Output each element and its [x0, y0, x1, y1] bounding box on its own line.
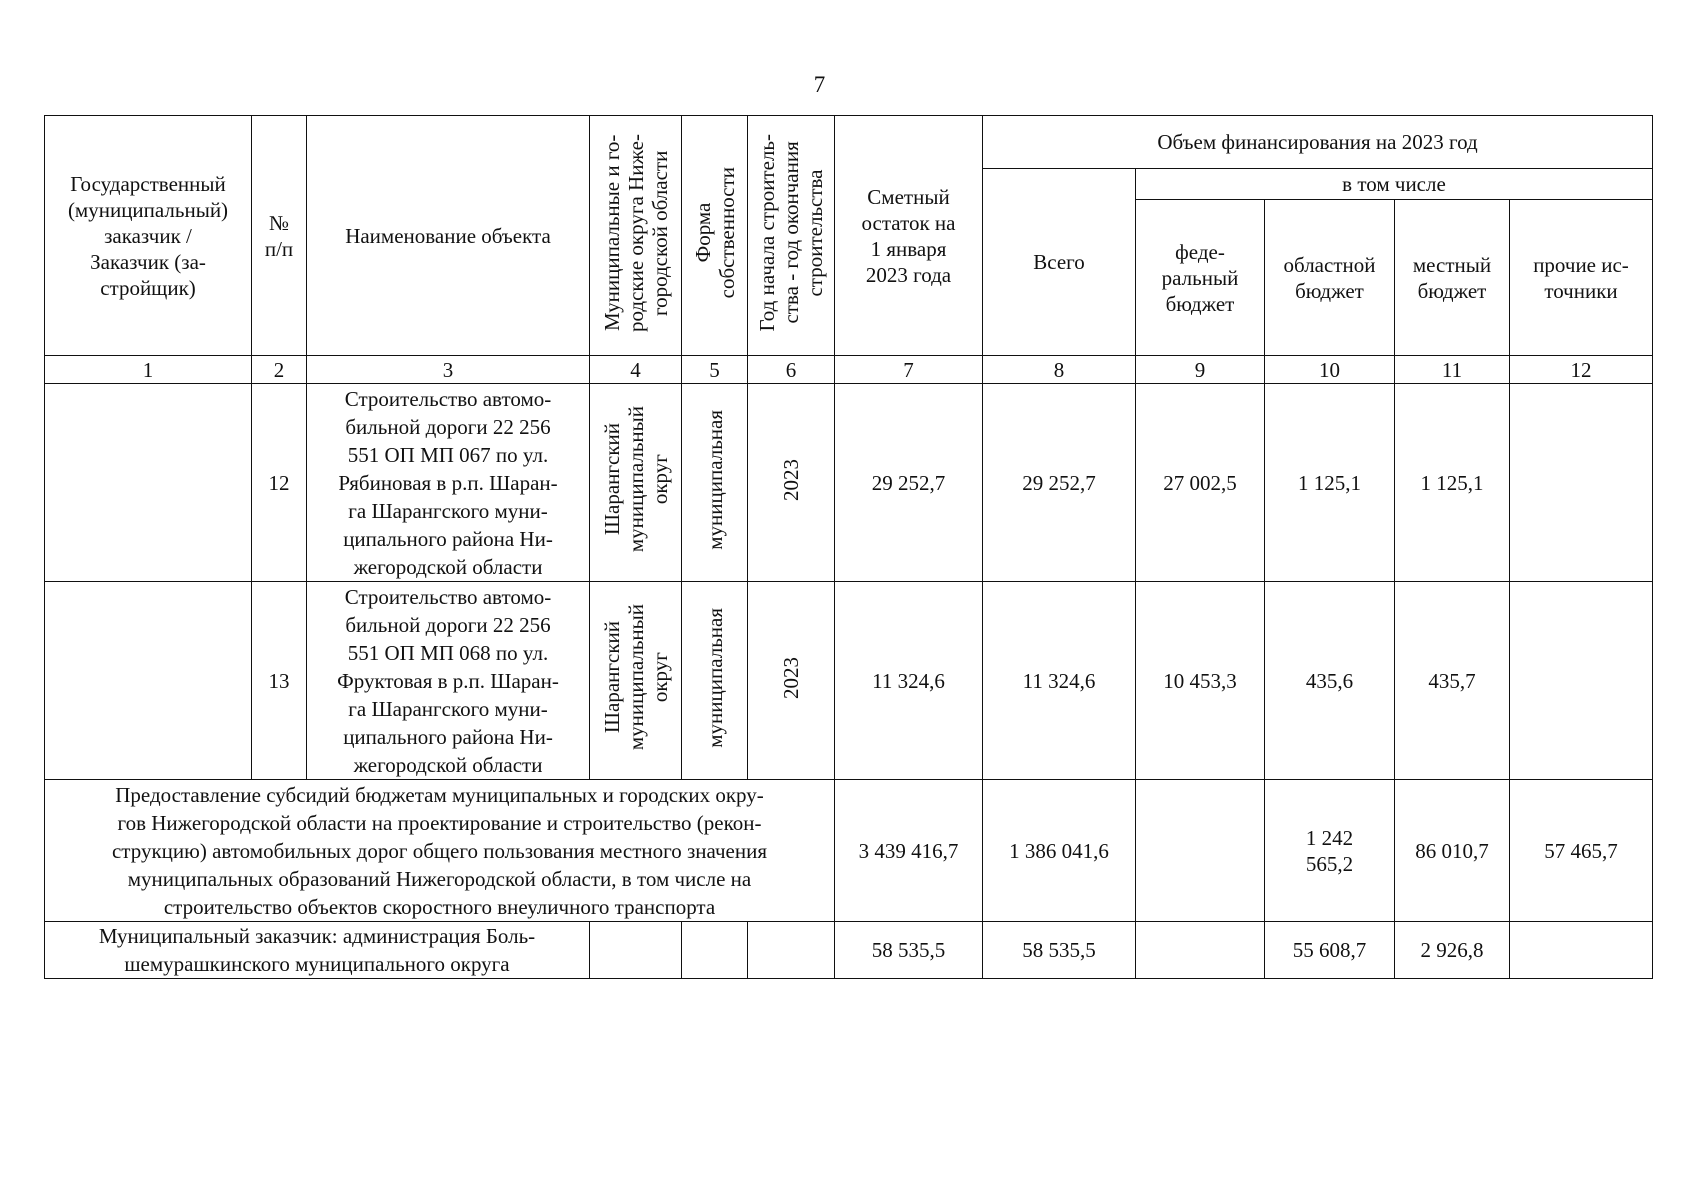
- row-number: 13: [252, 582, 307, 780]
- column-numbers-row: [45, 356, 1653, 384]
- local-value: 86 010,7: [1395, 780, 1510, 922]
- column-number: 8: [983, 356, 1136, 384]
- ownership-cell: [682, 384, 748, 582]
- financing-table: [44, 115, 1653, 979]
- header-ownership: [682, 116, 748, 356]
- year-text: 2023: [779, 656, 803, 699]
- empty-cell: [682, 922, 748, 979]
- ownership-text: муниципальная: [702, 607, 727, 748]
- header-other: прочие ис- точники: [1510, 200, 1653, 356]
- total-value: 1 386 041,6: [983, 780, 1136, 922]
- header-years: [748, 116, 835, 356]
- other-value: [1510, 922, 1653, 979]
- column-number: 12: [1510, 356, 1653, 384]
- column-number: 2: [252, 356, 307, 384]
- local-value: 435,7: [1395, 582, 1510, 780]
- regional-value: 435,6: [1265, 582, 1395, 780]
- regional-value: 1 125,1: [1265, 384, 1395, 582]
- header-number: № п/п: [252, 116, 307, 356]
- estimate-value: 58 535,5: [835, 922, 983, 979]
- row-customer-cell: [45, 582, 252, 780]
- total-value: 58 535,5: [983, 922, 1136, 979]
- header-total: Всего: [983, 169, 1136, 356]
- column-number: 9: [1136, 356, 1265, 384]
- empty-cell: [748, 922, 835, 979]
- header-districts: [590, 116, 682, 356]
- local-value: 1 125,1: [1395, 384, 1510, 582]
- table-row: [45, 582, 1653, 780]
- federal-value: [1136, 780, 1265, 922]
- table-row: [45, 384, 1653, 582]
- object-name: Строительство автомо- бильной дороги 22 256 551 ОП МП 068 по ул. Фруктовая в р.п. Шаран- га Шарангского муни- ципального района Ни- жегородской области: [307, 582, 590, 780]
- header-ownership-text: Форма собственности: [690, 166, 739, 299]
- ownership-cell: [682, 582, 748, 780]
- other-value: [1510, 582, 1653, 780]
- subsidy-row: [45, 780, 1653, 922]
- estimate-value: 29 252,7: [835, 384, 983, 582]
- federal-value: 27 002,5: [1136, 384, 1265, 582]
- district-cell: [590, 384, 682, 582]
- other-value: 57 465,7: [1510, 780, 1653, 922]
- ownership-text: муниципальная: [702, 409, 727, 550]
- header-federal: феде- ральный бюджет: [1136, 200, 1265, 356]
- customer-description: Муниципальный заказчик: администрация Боль- шемурашкинского муниципального округа: [45, 922, 590, 979]
- other-value: [1510, 384, 1653, 582]
- column-number: 7: [835, 356, 983, 384]
- regional-value: 55 608,7: [1265, 922, 1395, 979]
- column-number: 1: [45, 356, 252, 384]
- column-number: 10: [1265, 356, 1395, 384]
- header-estimate: Сметный остаток на 1 января 2023 года: [835, 116, 983, 356]
- empty-cell: [590, 922, 682, 979]
- header-customer: Государственный (муниципальный) заказчик / Заказчик (за- стройщик): [45, 116, 252, 356]
- subsidy-description: Предоставление субсидий бюджетам муниципальных и городских окру- гов Нижегородской области на проектирование и строительство (рекон- струкцию) автомобильных дорог общего пользования местного значения муниципальных образований Нижегородской области, в том числе на строительство объектов скоростного внеуличного транспорта: [45, 780, 835, 922]
- page-number: 7: [813, 72, 826, 97]
- header-years-text: Год начала строитель- ства - год окончания строительства: [755, 133, 827, 332]
- regional-value: 1 242 565,2: [1265, 780, 1395, 922]
- column-number: 6: [748, 356, 835, 384]
- year-text: 2023: [779, 458, 803, 501]
- total-value: 11 324,6: [983, 582, 1136, 780]
- federal-value: 10 453,3: [1136, 582, 1265, 780]
- estimate-value: 11 324,6: [835, 582, 983, 780]
- year-cell: [748, 582, 835, 780]
- district-text: Шарангский муниципальный округ: [599, 406, 672, 553]
- header-including: в том числе: [1136, 169, 1653, 200]
- customer-row: [45, 922, 1653, 979]
- row-customer-cell: [45, 384, 252, 582]
- column-number: 5: [682, 356, 748, 384]
- header-local: местный бюджет: [1395, 200, 1510, 356]
- year-cell: [748, 384, 835, 582]
- header-funding-title: Объем финансирования на 2023 год: [983, 116, 1653, 169]
- column-number: 4: [590, 356, 682, 384]
- district-text: Шарангский муниципальный округ: [599, 604, 672, 751]
- header-regional: областной бюджет: [1265, 200, 1395, 356]
- header-districts-text: Муниципальные и го- родские округа Ниже- городской области: [599, 133, 672, 332]
- total-value: 29 252,7: [983, 384, 1136, 582]
- column-number: 11: [1395, 356, 1510, 384]
- row-number: 12: [252, 384, 307, 582]
- column-number: 3: [307, 356, 590, 384]
- district-cell: [590, 582, 682, 780]
- estimate-value: 3 439 416,7: [835, 780, 983, 922]
- federal-value: [1136, 922, 1265, 979]
- local-value: 2 926,8: [1395, 922, 1510, 979]
- header-object-name: Наименование объекта: [307, 116, 590, 356]
- object-name: Строительство автомо- бильной дороги 22 256 551 ОП МП 067 по ул. Рябиновая в р.п. Шаран- га Шарангского муни- ципального района Ни- жегородской области: [307, 384, 590, 582]
